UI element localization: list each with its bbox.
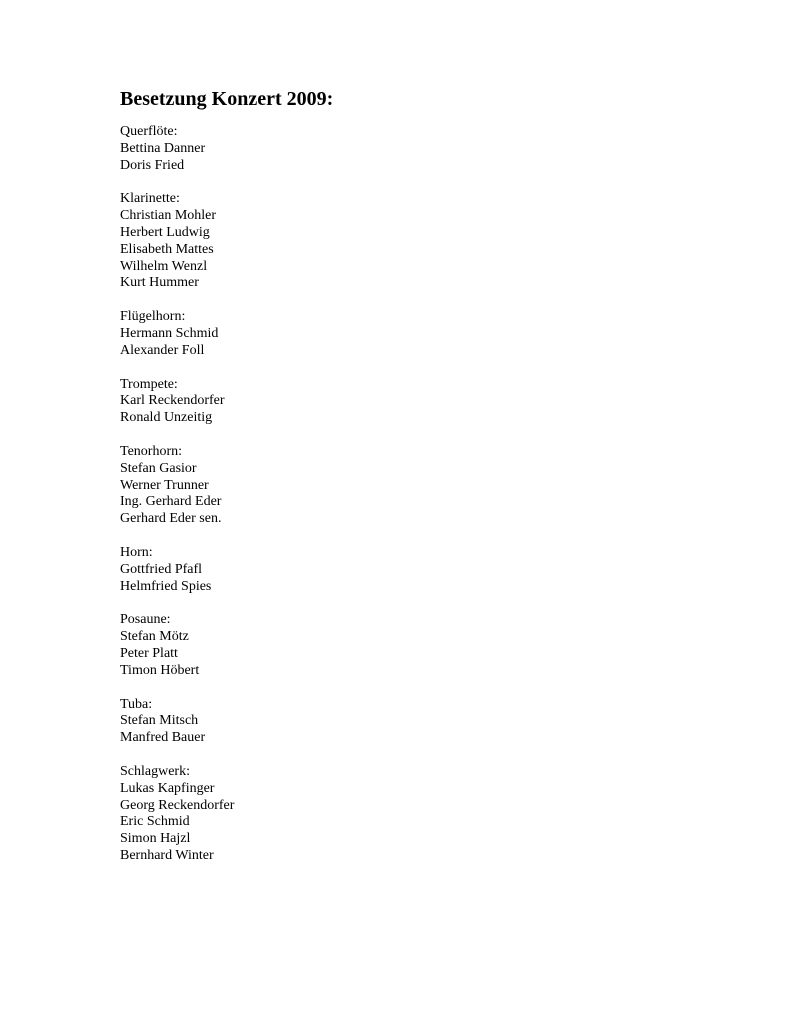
member-name: Ing. Gerhard Eder — [120, 494, 222, 510]
instrument-heading: Horn: — [120, 544, 153, 560]
member-name: Hermann Schmid — [120, 325, 219, 341]
instrument-heading: Tenorhorn: — [120, 443, 183, 459]
member-name: Timon Höbert — [120, 662, 200, 678]
member-name: Kurt Hummer — [120, 275, 199, 291]
instrument-section — [120, 612, 740, 679]
instrument-section — [120, 191, 740, 292]
page-title: Besetzung Konzert 2009: — [120, 88, 334, 110]
member-name: Ronald Unzeitig — [120, 410, 213, 426]
instrument-section — [120, 764, 740, 865]
member-name: Doris Fried — [120, 157, 185, 173]
instrument-section — [120, 444, 740, 528]
member-name: Manfred Bauer — [120, 730, 206, 746]
member-name: Stefan Mötz — [120, 629, 189, 645]
instrument-heading: Trompete: — [120, 376, 178, 392]
member-name: Karl Reckendorfer — [120, 393, 225, 409]
member-name: Georg Reckendorfer — [120, 797, 235, 813]
section-list — [120, 124, 740, 865]
instrument-heading: Schlagwerk: — [120, 763, 190, 779]
member-name: Lukas Kapfinger — [120, 780, 215, 796]
member-name: Gerhard Eder sen. — [120, 511, 222, 527]
member-name: Simon Hajzl — [120, 831, 191, 847]
member-name: Wilhelm Wenzl — [120, 258, 208, 274]
member-name: Helmfried Spies — [120, 578, 212, 594]
member-name: Bettina Danner — [120, 140, 206, 156]
instrument-heading: Posaune: — [120, 612, 171, 628]
instrument-section — [120, 124, 740, 174]
instrument-heading: Querflöte: — [120, 124, 178, 139]
instrument-heading: Klarinette: — [120, 191, 180, 207]
instrument-heading: Flügelhorn: — [120, 309, 186, 325]
member-name: Gottfried Pfafl — [120, 561, 203, 577]
member-name: Christian Mohler — [120, 208, 217, 224]
member-name: Werner Trunner — [120, 477, 209, 493]
instrument-section — [120, 545, 740, 595]
member-name: Herbert Ludwig — [120, 224, 210, 240]
member-name: Elisabeth Mattes — [120, 241, 214, 257]
member-name: Bernhard Winter — [120, 847, 214, 863]
member-name: Stefan Mitsch — [120, 713, 199, 729]
instrument-heading: Tuba: — [120, 696, 153, 712]
instrument-section — [120, 377, 740, 427]
member-name: Stefan Gasior — [120, 460, 197, 476]
member-name: Peter Platt — [120, 645, 178, 661]
instrument-section — [120, 309, 740, 359]
document-page — [120, 86, 740, 882]
member-name: Eric Schmid — [120, 814, 190, 830]
member-name: Alexander Foll — [120, 342, 205, 358]
instrument-section — [120, 697, 740, 747]
